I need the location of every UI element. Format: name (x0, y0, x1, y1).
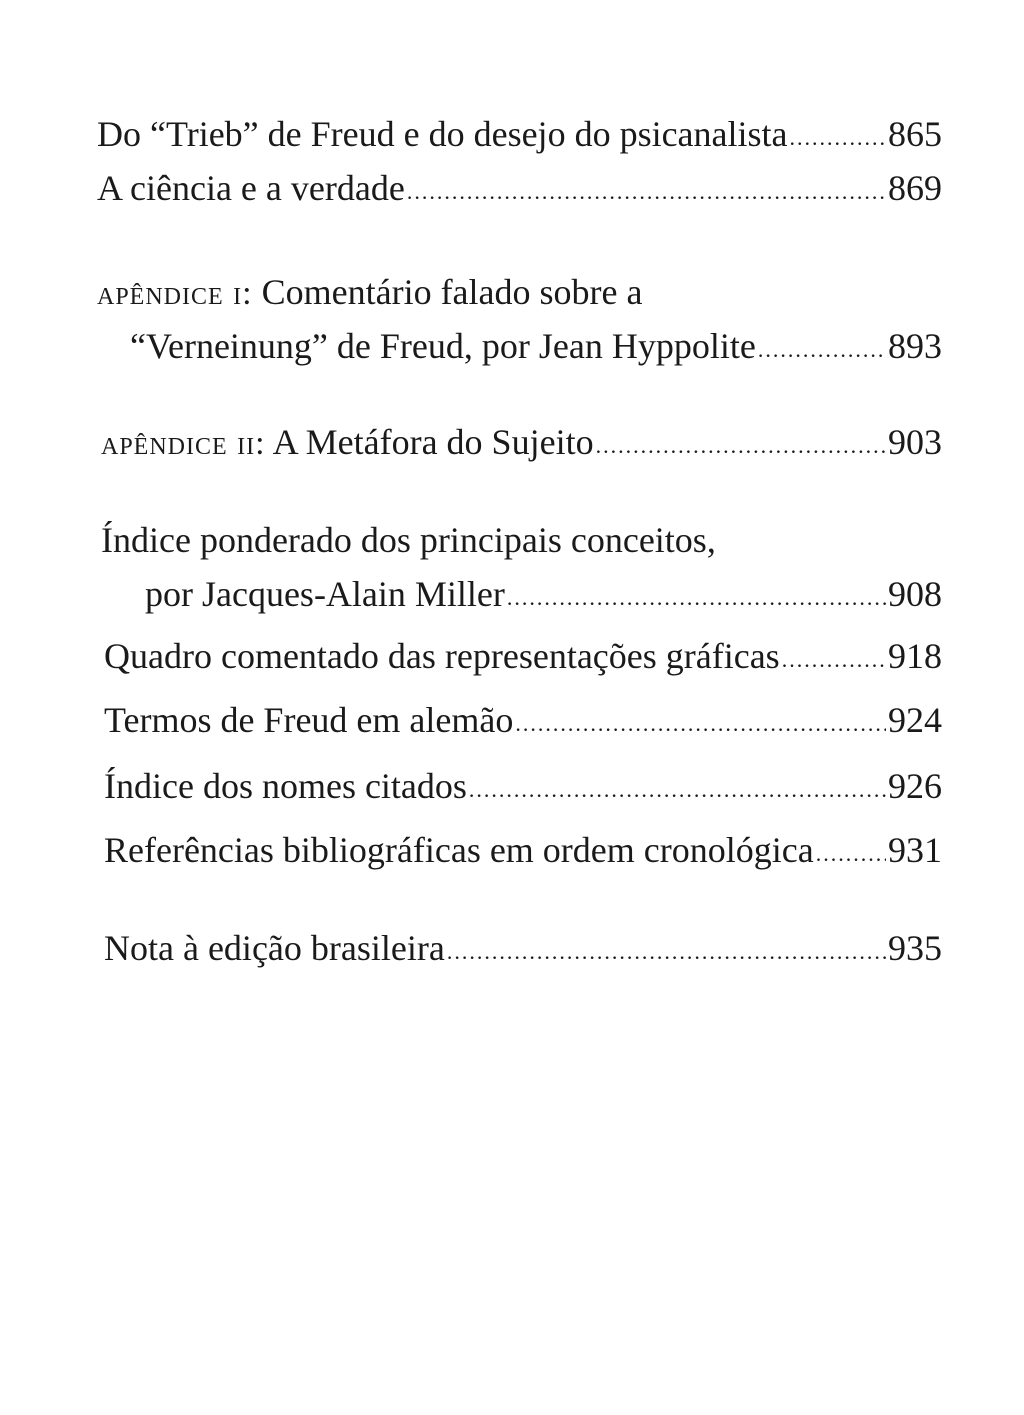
dot-leader (407, 170, 886, 214)
toc-entry-page: 926 (888, 766, 942, 806)
toc-entry-title: Quadro comentado das representações gráficas (104, 636, 780, 676)
toc-entry-title: A Metáfora do Sujeito (272, 422, 594, 462)
toc-entry-quadro[interactable] (104, 634, 942, 683)
toc-entry-title: Índice dos nomes citados (104, 766, 467, 806)
toc-entry-title: Comentário falado sobre a (261, 272, 643, 312)
dot-leader (758, 328, 886, 372)
toc-entry-page: 908 (888, 574, 942, 614)
toc-entry-title: Do “Trieb” de Freud e do desejo do psicanalista (97, 114, 788, 154)
dot-leader (596, 424, 886, 468)
dot-leader (447, 930, 886, 974)
dot-leader (515, 702, 886, 746)
dot-leader (469, 768, 886, 812)
dot-leader (790, 116, 886, 160)
dot-leader (816, 832, 886, 876)
appendix-label: apêndice ii: (101, 425, 266, 462)
toc-entry-page: 935 (888, 928, 942, 968)
toc-entry-page: 865 (888, 114, 942, 154)
toc-entry-ciencia[interactable] (97, 166, 942, 215)
toc-entry-title: Índice ponderado dos principais conceitos, (101, 520, 716, 560)
toc-entry-title: Nota à edição brasileira (104, 928, 445, 968)
toc-entry-page: 918 (888, 636, 942, 676)
toc-appendix-2-entry[interactable] (101, 420, 942, 469)
toc-entry-referencias[interactable] (104, 828, 942, 877)
toc-entry-title: “Verneinung” de Freud, por Jean Hyppolite (130, 326, 756, 366)
toc-entry-title: A ciência e a verdade (97, 168, 405, 208)
toc-appendix-1-entry[interactable] (130, 324, 942, 373)
toc-indice-ponderado-entry[interactable] (145, 572, 942, 621)
toc-appendix-1-heading[interactable] (97, 270, 642, 316)
toc-entry-nota[interactable] (104, 926, 942, 975)
toc-entry-page: 931 (888, 830, 942, 870)
toc-entry-page: 924 (888, 700, 942, 740)
toc-indice-ponderado-heading[interactable] (101, 518, 716, 562)
dot-leader (782, 638, 886, 682)
toc-entry-trieb[interactable] (97, 112, 942, 161)
toc-entry-indice-nomes[interactable] (104, 764, 942, 813)
toc-entry-title: Referências bibliográficas em ordem cronológica (104, 830, 814, 870)
toc-entry-title: Termos de Freud em alemão (104, 700, 514, 740)
appendix-label: apêndice i: (97, 275, 253, 312)
dot-leader (507, 576, 886, 620)
toc-entry-page: 869 (888, 168, 942, 208)
toc-entry-page: 893 (888, 326, 942, 366)
toc-entry-page: 903 (888, 422, 942, 462)
toc-entry-title: por Jacques-Alain Miller (145, 574, 505, 614)
toc-entry-termos[interactable] (104, 698, 942, 747)
